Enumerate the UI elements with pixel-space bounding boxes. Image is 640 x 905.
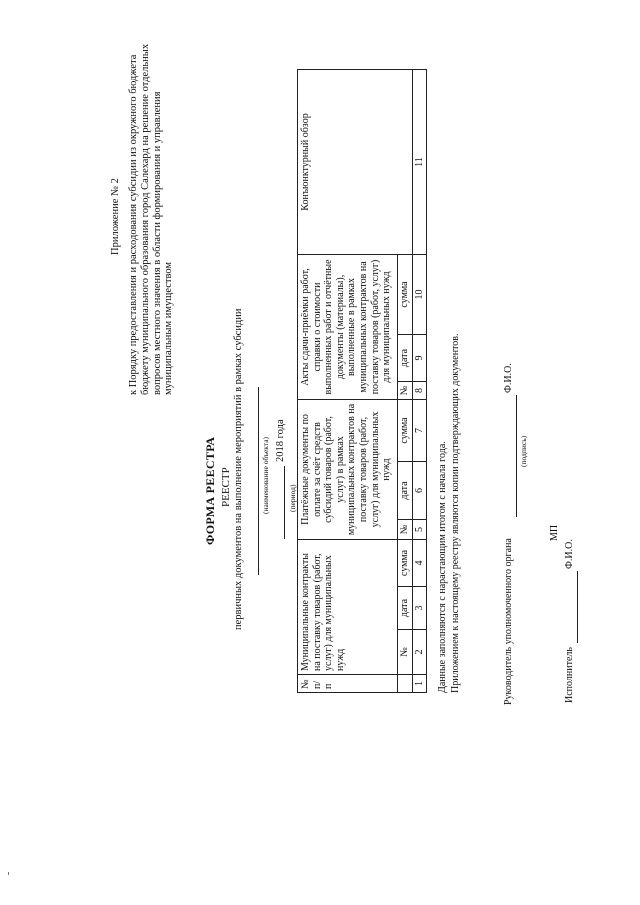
reestr-title: РЕЕСТР — [220, 467, 232, 507]
head-fio: Ф.И.О. — [503, 363, 514, 393]
register-table — [297, 69, 427, 693]
object-name-line — [258, 387, 259, 575]
subheader-payments-number: № — [398, 519, 413, 539]
header-acts: Акты сдачи-приёмки работ, справки о стоимости выполненных работ и отчётные документы (материалы), выполненные в рамках муниципальных контрактов на поставку товаров (работ, услуг) для муниципальных нужд — [298, 254, 398, 399]
subheader-payments-date: дата — [398, 461, 413, 519]
subheader-contracts-date: дата — [398, 587, 413, 630]
subheader-payments-sum: сумма — [398, 399, 413, 461]
signature-hint: (подпись) — [519, 435, 528, 467]
number-cell: 3 — [412, 587, 427, 630]
executor-label: Исполнитель — [564, 647, 575, 703]
scan-speck — [8, 872, 9, 875]
appendix-label: Приложение № 2 — [110, 178, 121, 255]
period-hint: (период) — [288, 484, 297, 512]
head-signature-line — [516, 395, 517, 517]
number-cell: 9 — [412, 334, 427, 381]
executor-line — [577, 571, 578, 643]
number-cell: 5 — [412, 519, 427, 539]
number-cell: 7 — [412, 399, 427, 461]
note-attachments: Приложением к настоящему реестру являются копии подтверждающих документов. — [450, 333, 461, 693]
header-contracts: Муниципальные контракты на поставку товаров (работ, услуг) для муниципальных нужд — [298, 539, 398, 674]
executor-fio: Ф.И.О. — [564, 539, 575, 569]
period-year: 2018 года — [275, 419, 286, 462]
number-cell: 6 — [412, 461, 427, 519]
number-cell: 2 — [412, 630, 427, 675]
period-line — [284, 466, 285, 539]
number-cell: 10 — [412, 254, 427, 334]
number-cell: 8 — [412, 381, 427, 399]
object-name-hint: (наименование объекта) — [261, 436, 270, 514]
subheader-acts-sum: сумма — [398, 254, 413, 334]
number-cell: 4 — [412, 539, 427, 586]
header-review: Конъюнктурный обзор — [298, 69, 413, 254]
subheader-acts-date: дата — [398, 334, 413, 381]
stamp-label: МП — [549, 524, 560, 541]
number-cell: 11 — [412, 69, 427, 254]
subheader-contracts-number: № — [398, 630, 413, 675]
header-payments: Платёжные документы по оплате за счёт средств субсидий товаров (работ, услуг) в рамках муниципальных контрактов на поставку товаров (работ, услуг) для муниципальных нужд — [298, 399, 398, 539]
number-cell: 1 — [412, 675, 427, 693]
form-title: ФОРМА РЕЕСТРА — [203, 436, 217, 545]
note-cumulative: Данные заполняются с нарастающим итогом с начала года. — [437, 441, 448, 693]
subheader-acts-number: № — [398, 381, 413, 399]
header-num: № п/п — [298, 675, 398, 693]
order-reference: к Порядку предоставления и расходования субсидии из окружного бюджета бюджету муниципального образования город Салехард на решение отдельных вопросов местного значения в области формирования и управления муниципальным имуществом — [128, 43, 175, 395]
subheader-contracts-sum: сумма — [398, 539, 413, 586]
head-signature-label: Руководитель уполномоченного органа — [503, 538, 514, 705]
reestr-subtitle: первичных документов на выполнение мероприятий в рамках субсидии — [233, 308, 244, 630]
subheader-empty — [398, 675, 413, 693]
